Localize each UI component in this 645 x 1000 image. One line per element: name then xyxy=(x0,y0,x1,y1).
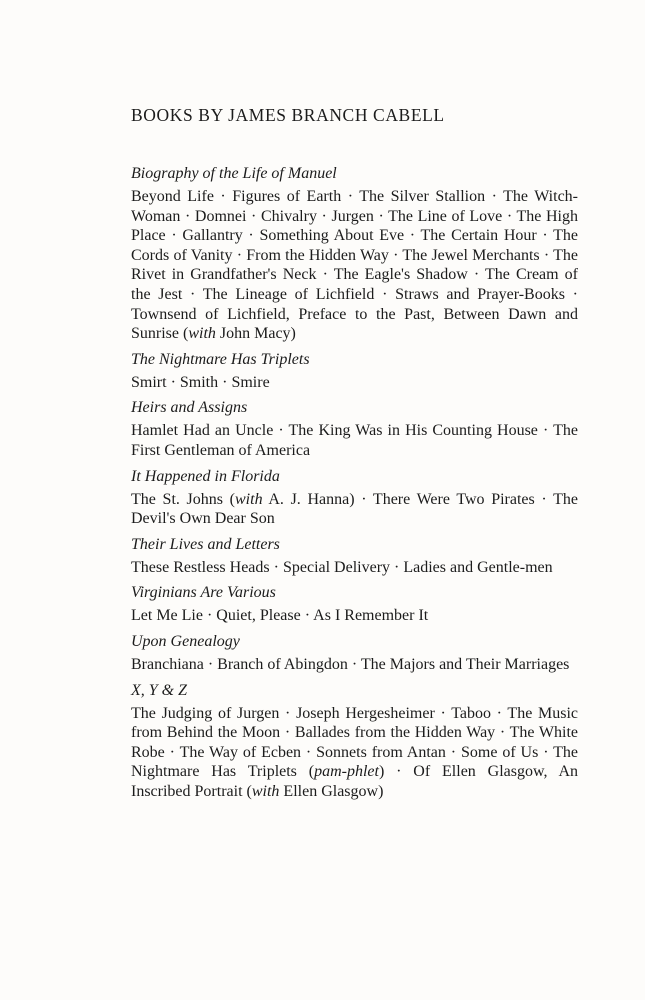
section-body: These Restless Heads · Special Delivery · Ladies and Gentle-men xyxy=(131,558,553,576)
section-biography xyxy=(131,164,578,344)
body-text-end: A. J. Hanna) · There Were Two Pirates · The Devil's Own Dear Son xyxy=(131,490,578,528)
body-italic-2: with xyxy=(251,782,280,800)
body-text: Beyond Life · Figures of Earth · The Silver Stallion · The Witch-Woman · Domnei · Chivalry · Jurgen · The Line of Love · The High Place · Gallantry · Something About Eve · The Certain Hour · The Cords of Vanity · From the Hidden Way · The Jewel Merchants · The Rivet in Grandfather's Neck · The Eagle's Shadow · The Cream of the Jest · The Lineage of Lichfield · Straws and Prayer-Books · Townsend of Lichfield, Preface to the Past, Between Dawn and Sunrise ( xyxy=(131,188,578,343)
section-body xyxy=(131,490,578,529)
section-body: Branchiana · Branch of Abingdon · The Majors and Their Marriages xyxy=(131,655,570,673)
page-heading: BOOKS BY JAMES BRANCH CABELL xyxy=(131,105,445,125)
body-italic: with xyxy=(235,490,263,508)
body-text-mid: ) · Of Ellen Glasgow, An Inscribed Portrait ( xyxy=(131,763,578,800)
section-title: Their Lives and Letters xyxy=(131,535,280,553)
body-text-end: John Macy) xyxy=(215,325,296,343)
section-lives-letters xyxy=(131,535,578,578)
section-xyz xyxy=(131,681,578,802)
section-body: Let Me Lie · Quiet, Please · As I Remember It xyxy=(131,607,429,625)
body-text: The St. Johns ( xyxy=(131,490,235,508)
section-title: Heirs and Assigns xyxy=(131,399,248,417)
section-body xyxy=(131,187,578,344)
section-body xyxy=(131,704,578,802)
body-italic: pam-phlet xyxy=(314,763,379,781)
section-title: It Happened in Florida xyxy=(131,467,280,485)
section-title: Biography of the Life of Manuel xyxy=(131,165,337,182)
section-title: Virginians Are Various xyxy=(131,584,276,602)
section-title: Upon Genealogy xyxy=(131,632,240,650)
book-list-page xyxy=(131,104,578,807)
section-body: Smirt · Smith · Smire xyxy=(131,373,270,391)
section-heirs xyxy=(131,398,578,460)
section-body: Hamlet Had an Uncle · The King Was in His Counting House · The First Gentleman of America xyxy=(131,422,578,459)
section-virginians xyxy=(131,583,578,626)
section-genealogy xyxy=(131,632,578,675)
section-title: The Nightmare Has Triplets xyxy=(131,350,310,368)
body-text: The Judging of Jurgen · Joseph Hergesheimer · Taboo · The Music from Behind the Moon · Ballades from the Hidden Way · The White Robe · The Way of Ecben · Sonnets from Antan · Some of Us · The Nightmare Has Triplets ( xyxy=(131,704,578,781)
body-text-end: Ellen Glasgow) xyxy=(279,782,384,800)
section-title: X, Y & Z xyxy=(131,681,188,699)
body-italic: with xyxy=(188,325,216,343)
section-florida xyxy=(131,467,578,529)
section-nightmare xyxy=(131,350,578,393)
